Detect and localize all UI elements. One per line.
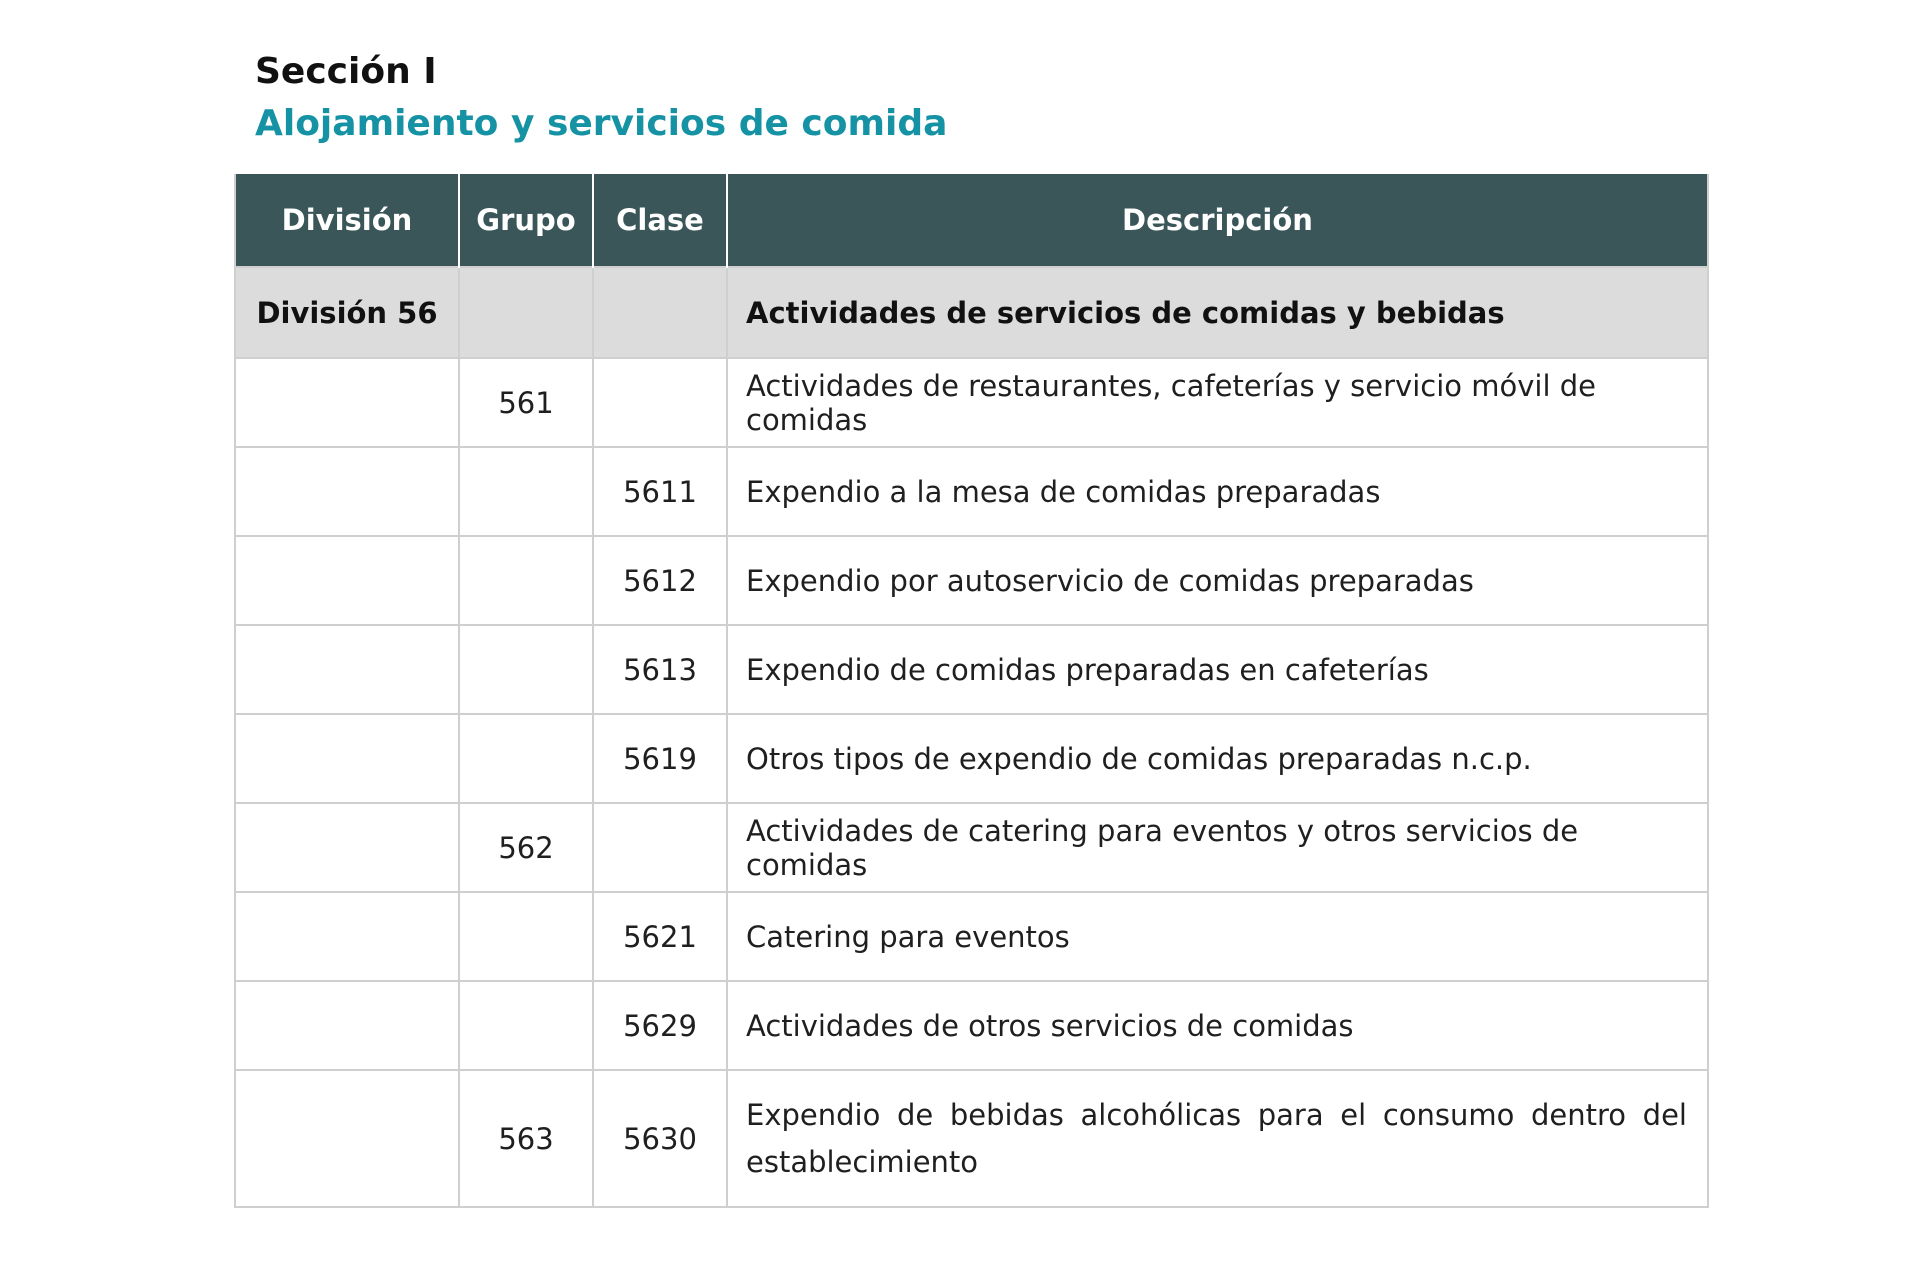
header-row	[235, 174, 1708, 267]
cell-descripcion: Catering para eventos	[727, 892, 1708, 981]
cell-division: División 56	[235, 267, 459, 358]
section-heading	[255, 46, 947, 150]
cell-clase	[593, 267, 727, 358]
cell-grupo	[459, 625, 593, 714]
cell-clase: 5630	[593, 1070, 727, 1207]
classification-table	[234, 174, 1709, 1208]
table-row	[235, 267, 1708, 358]
cell-descripcion: Expendio de bebidas alcohólicas para el consumo dentro del establecimiento	[727, 1070, 1708, 1207]
table-row	[235, 625, 1708, 714]
cell-clase: 5612	[593, 536, 727, 625]
cell-division	[235, 1070, 459, 1207]
cell-division	[235, 714, 459, 803]
cell-division	[235, 981, 459, 1070]
cell-clase: 5611	[593, 447, 727, 536]
cell-descripcion: Expendio de comidas preparadas en cafeterías	[727, 625, 1708, 714]
header-descripcion: Descripción	[727, 174, 1708, 267]
cell-descripcion: Actividades de restaurantes, cafeterías y servicio móvil de comidas	[727, 358, 1708, 447]
cell-division	[235, 803, 459, 892]
cell-division	[235, 892, 459, 981]
cell-grupo	[459, 447, 593, 536]
cell-division	[235, 625, 459, 714]
cell-descripcion: Expendio por autoservicio de comidas preparadas	[727, 536, 1708, 625]
cell-grupo	[459, 714, 593, 803]
table-row	[235, 803, 1708, 892]
cell-clase: 5629	[593, 981, 727, 1070]
cell-clase: 5619	[593, 714, 727, 803]
table-body	[235, 267, 1708, 1207]
header-clase: Clase	[593, 174, 727, 267]
cell-grupo: 561	[459, 358, 593, 447]
cell-descripcion: Actividades de catering para eventos y otros servicios de comidas	[727, 803, 1708, 892]
cell-division	[235, 536, 459, 625]
table-header	[235, 174, 1708, 267]
cell-grupo	[459, 536, 593, 625]
cell-division	[235, 447, 459, 536]
section-subtitle: Alojamiento y servicios de comida	[255, 103, 948, 144]
cell-grupo	[459, 892, 593, 981]
table-row	[235, 981, 1708, 1070]
cell-descripcion: Actividades de otros servicios de comidas	[727, 981, 1708, 1070]
header-grupo: Grupo	[459, 174, 593, 267]
header-division: División	[235, 174, 459, 267]
table-row	[235, 447, 1708, 536]
cell-division	[235, 358, 459, 447]
table-row	[235, 892, 1708, 981]
cell-descripcion: Expendio a la mesa de comidas preparadas	[727, 447, 1708, 536]
cell-grupo: 562	[459, 803, 593, 892]
cell-grupo: 563	[459, 1070, 593, 1207]
table-row	[235, 536, 1708, 625]
table-row	[235, 714, 1708, 803]
cell-grupo	[459, 267, 593, 358]
cell-clase: 5613	[593, 625, 727, 714]
section-title: Sección I	[255, 51, 437, 92]
table-row	[235, 358, 1708, 447]
table-row	[235, 1070, 1708, 1207]
cell-clase	[593, 803, 727, 892]
cell-grupo	[459, 981, 593, 1070]
cell-descripcion: Actividades de servicios de comidas y bebidas	[727, 267, 1708, 358]
cell-descripcion: Otros tipos de expendio de comidas preparadas n.c.p.	[727, 714, 1708, 803]
cell-clase: 5621	[593, 892, 727, 981]
cell-clase	[593, 358, 727, 447]
